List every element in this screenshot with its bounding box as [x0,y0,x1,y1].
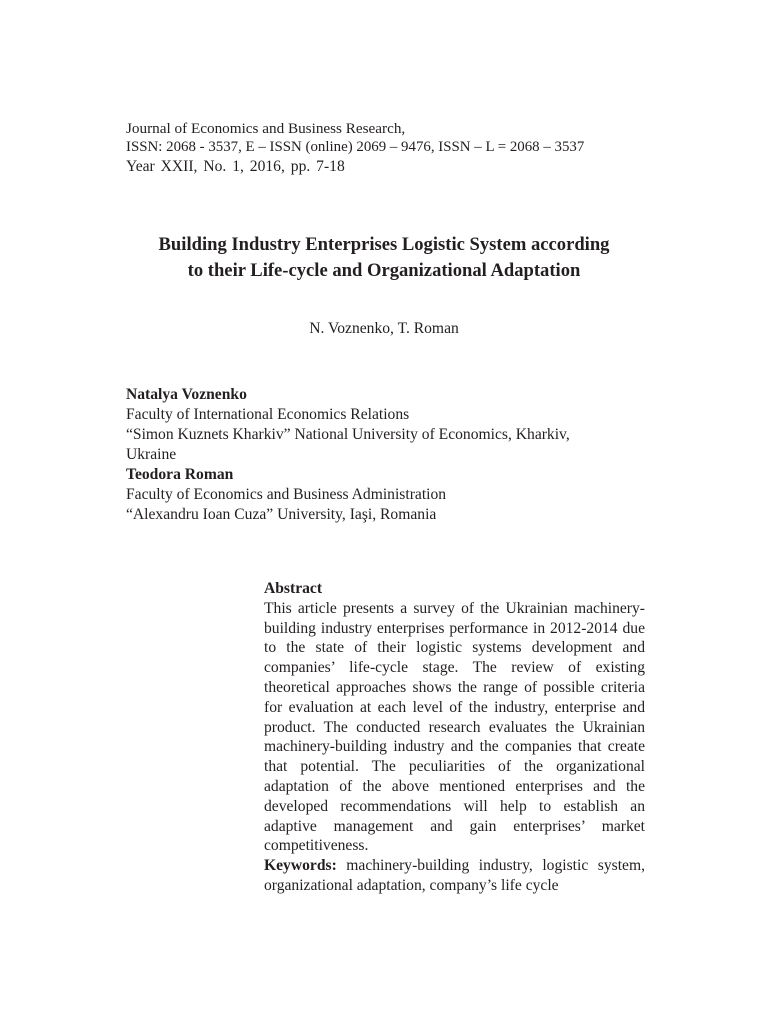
abstract-section [264,579,645,896]
affiliation-line: Faculty of International Economics Relations [126,406,410,423]
affiliations [126,385,656,525]
affiliation-line: Faculty of Economics and Business Administration [126,486,447,503]
journal-issn: ISSN: 2068 - 3537, E – ISSN (online) 2069 – 9476, ISSN – L = 2068 – 3537 [126,139,585,155]
journal-issue: Year XXII, No. 1, 2016, pp. 7-18 [126,158,345,175]
keywords-paragraph [264,856,645,896]
paper-title-line-1: Building Industry Enterprises Logistic System according [158,234,610,255]
author-list: N. Voznenko, T. Roman [309,320,459,337]
author-name: Natalya Voznenko [126,386,247,403]
abstract-heading: Abstract [264,580,323,597]
paper-title-line-2: to their Life-cycle and Organizational Adaptation [187,260,581,281]
journal-header [126,119,686,176]
keywords-label: Keywords: [264,857,337,875]
affiliation-line: “Alexandru Ioan Cuza” University, Iaşi, Romania [126,506,437,523]
keywords-text: machinery-building industry, logistic system, organizational adaptation, company’s life cycle [264,857,645,894]
journal-name: Journal of Economics and Business Research, [126,120,406,137]
affiliation-line: “Simon Kuznets Kharkiv” National University of Economics, Kharkiv, [126,426,570,443]
paper-title [100,232,668,284]
affiliation-line: Ukraine [126,446,177,463]
author-name: Teodora Roman [126,466,234,483]
abstract-body: This article presents a survey of the Ukrainian machinery-building industry enterprises performance in 2012-2014 due to the state of their logistic systems development and companies’ life-cycle stage. The review of existing theoretical approaches shows the range of possible criteria for evaluation at each level of the industry, enterprise and product. The conducted research evaluates the Ukrainian machinery-building industry and the companies that create that potential. The peculiarities of the organizational adaptation of the above mentioned enterprises and the developed recommendations will help to establish an adaptive management and gain enterprises’ market competitiveness. [264,599,645,855]
